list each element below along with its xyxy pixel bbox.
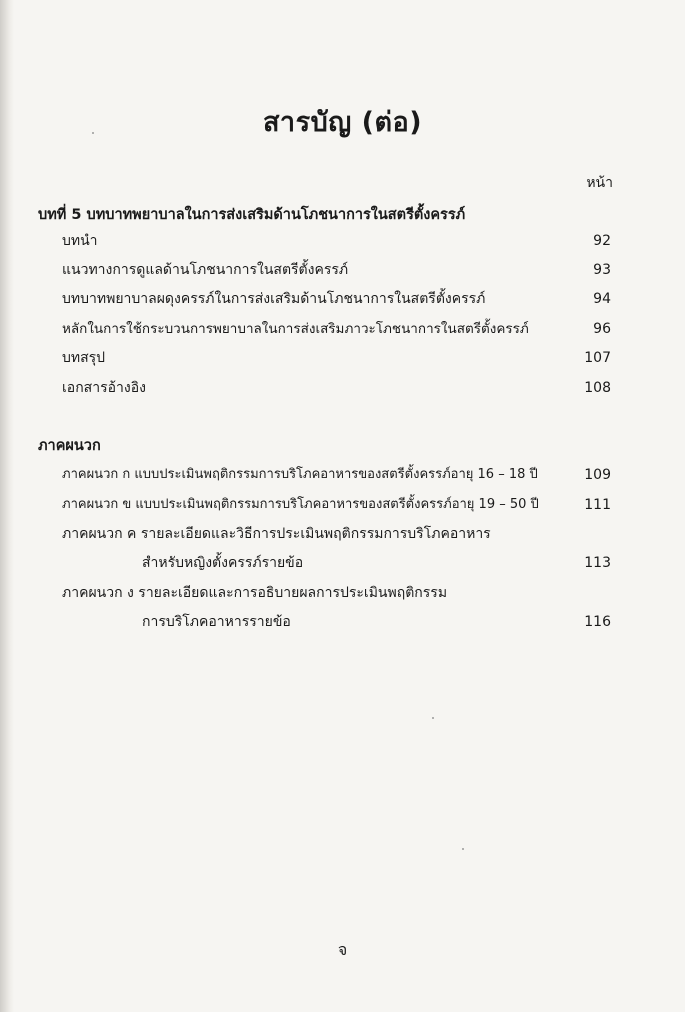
toc-entry-title: แนวทางการดูแลด้านโภชนาการในสตรีตั้งครรภ์ xyxy=(62,262,349,278)
scan-speck xyxy=(432,717,434,719)
toc-entry-page: 109 xyxy=(584,467,611,483)
toc-entry-page: 93 xyxy=(593,262,611,278)
toc-entry-page: 96 xyxy=(593,321,611,337)
footer-page-number: จ xyxy=(337,940,348,959)
scan-speck xyxy=(92,132,94,134)
appendix-heading: ภาคผนวก xyxy=(38,438,101,454)
toc-entry-page: 116 xyxy=(584,614,611,630)
chapter-heading: บทที่ 5 บทบาทพยาบาลในการส่งเสริมด้านโภชนาการในสตรีตั้งครรภ์ xyxy=(38,207,466,223)
page-binding-edge xyxy=(0,0,14,1012)
toc-entry-title: หลักในการใช้กระบวนการพยาบาลในการส่งเสริมภาวะโภชนาการในสตรีตั้งครรภ์ xyxy=(62,321,529,337)
toc-entry-page: 108 xyxy=(584,380,611,396)
toc-entry-page: 107 xyxy=(584,350,611,366)
toc-entry-title: บทนำ xyxy=(62,233,98,249)
toc-entry-title: บทบาทพยาบาลผดุงครรภ์ในการส่งเสริมด้านโภชนาการในสตรีตั้งครรภ์ xyxy=(62,291,486,307)
toc-entry-title: ภาคผนวก ง รายละเอียดและการอธิบายผลการประเมินพฤติกรรม xyxy=(62,585,448,601)
scan-speck xyxy=(462,848,464,850)
toc-entry-title: ภาคผนวก ค รายละเอียดและวิธีการประเมินพฤติกรรมการบริโภคอาหาร xyxy=(62,526,491,542)
toc-entry-title: การบริโภคอาหารรายข้อ xyxy=(142,614,291,630)
toc-entry-title: เอกสารอ้างอิง xyxy=(62,380,146,396)
toc-entry-page: 113 xyxy=(584,555,611,571)
toc-entry-page: 111 xyxy=(584,497,611,513)
toc-entry-title: ภาคผนวก ข แบบประเมินพฤติกรรมการบริโภคอาหารของสตรีตั้งครรภ์อายุ 19 – 50 ปี xyxy=(62,497,539,512)
toc-entry-title: ภาคผนวก ก แบบประเมินพฤติกรรมการบริโภคอาหารของสตรีตั้งครรภ์อายุ 16 – 18 ปี xyxy=(62,467,538,482)
toc-entry-title: สำหรับหญิงตั้งครรภ์รายข้อ xyxy=(142,555,304,571)
page-column-header: หน้า xyxy=(586,175,613,191)
toc-entry-page: 92 xyxy=(593,233,611,249)
page-title: สารบัญ (ต่อ) xyxy=(262,107,423,138)
toc-entry-page: 94 xyxy=(593,291,611,307)
toc-entry-title: บทสรุป xyxy=(62,350,106,366)
